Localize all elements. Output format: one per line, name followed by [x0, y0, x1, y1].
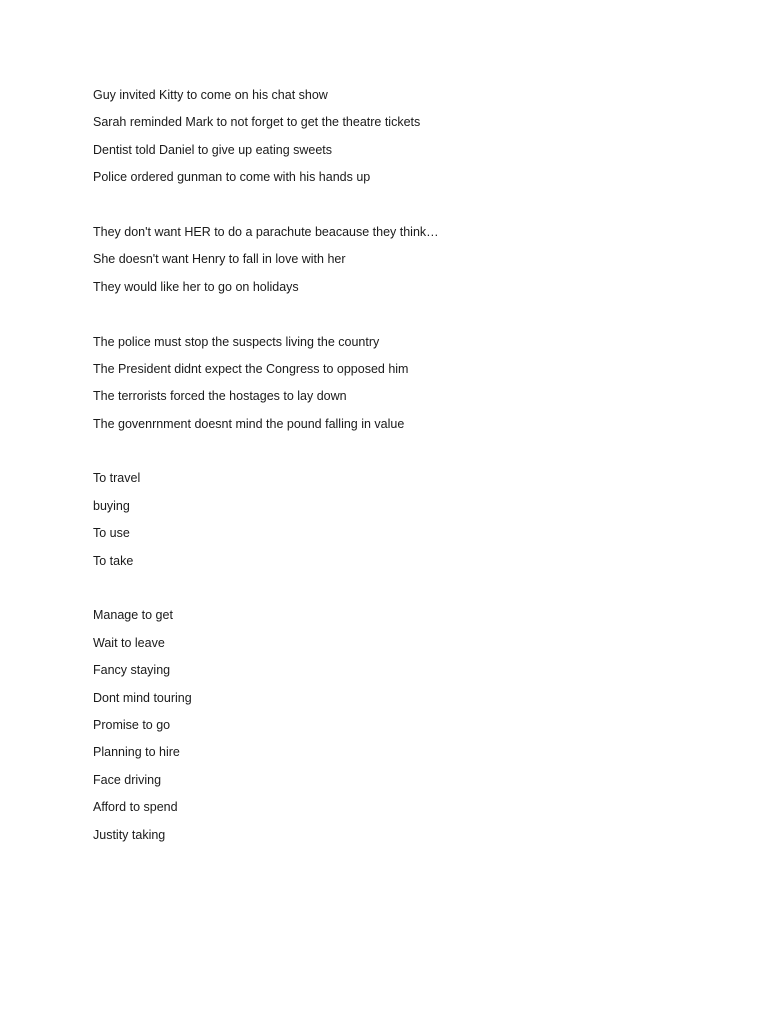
text-line: buying — [93, 498, 130, 513]
section-2 — [93, 223, 693, 305]
text-line: They don't want HER to do a parachute beacause they think… — [93, 224, 439, 239]
paragraph-gap — [93, 196, 693, 223]
text-line: To use — [93, 526, 130, 541]
section-4 — [93, 469, 693, 579]
text-line: Manage to get — [93, 608, 173, 623]
text-line: Planning to hire — [93, 745, 180, 760]
text-line: Justity taking — [93, 827, 166, 842]
text-line: Sarah reminded Mark to not forget to get the theatre tickets — [93, 115, 421, 130]
text-line: To take — [93, 553, 134, 568]
section-1 — [93, 86, 693, 196]
document-body — [93, 86, 693, 853]
paragraph-gap — [93, 305, 693, 332]
text-line: Face driving — [93, 772, 162, 787]
text-line: Fancy staying — [93, 663, 171, 678]
text-line: Afford to spend — [93, 800, 178, 815]
text-line: The terrorists forced the hostages to lay down — [93, 389, 347, 404]
text-line: Dentist told Daniel to give up eating sweets — [93, 142, 333, 157]
text-line: The govenrnment doesnt mind the pound falling in value — [93, 416, 405, 431]
text-line: Wait to leave — [93, 635, 165, 650]
section-3 — [93, 333, 693, 443]
text-line: Dont mind touring — [93, 690, 192, 705]
text-line: Promise to go — [93, 717, 171, 732]
text-line: Guy invited Kitty to come on his chat show — [93, 88, 328, 102]
paragraph-gap — [93, 579, 693, 606]
text-line: To travel — [93, 471, 141, 486]
text-line: The police must stop the suspects living the country — [93, 334, 380, 349]
text-line: Police ordered gunman to come with his hands up — [93, 170, 371, 185]
text-line: They would like her to go on holidays — [93, 279, 299, 294]
section-5 — [93, 606, 693, 853]
paragraph-gap — [93, 442, 693, 469]
text-line: The President didnt expect the Congress to opposed him — [93, 361, 409, 376]
text-line: She doesn't want Henry to fall in love with her — [93, 252, 346, 267]
